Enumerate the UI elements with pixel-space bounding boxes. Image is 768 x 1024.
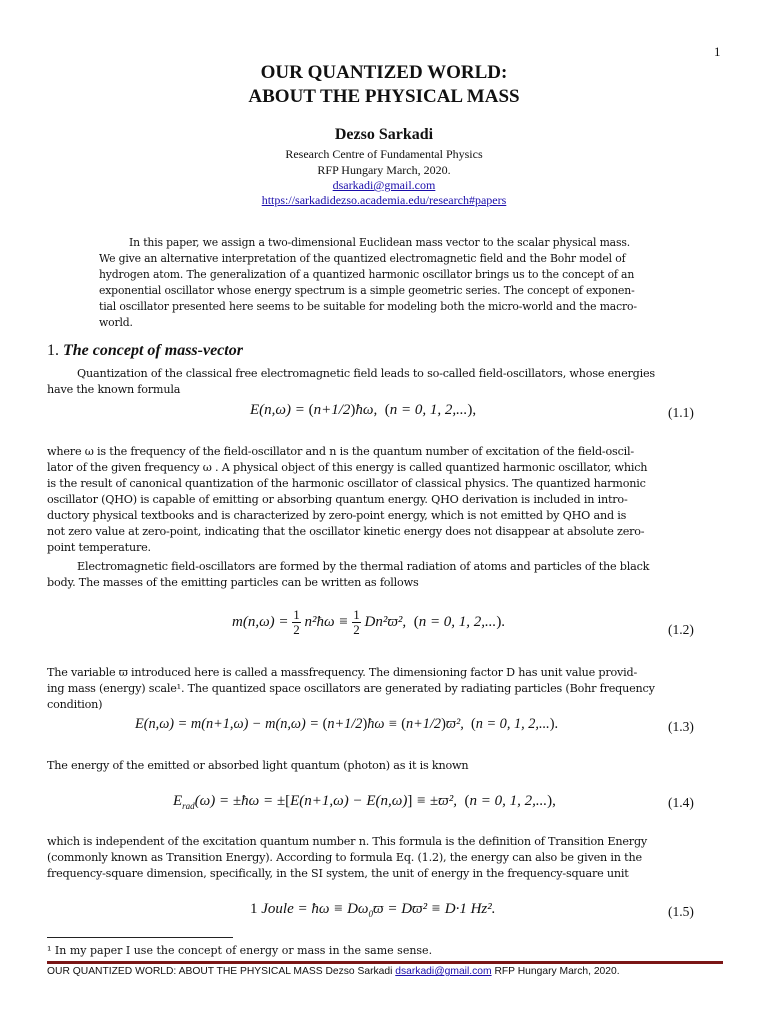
paragraph-line: lator of the given frequency ω . A physical object of this energy is called quantized harmonic oscillator, which bbox=[47, 461, 648, 474]
equation-label: (1.1) bbox=[668, 405, 694, 420]
page-number: 1 bbox=[714, 44, 721, 59]
abstract-line: We give an alternative interpretation of the quantized electromagnetic field and the Bohr model of bbox=[99, 252, 626, 265]
abstract-line: tial oscillator presented here seems to be suitable for modeling both the micro-world and the macro- bbox=[99, 300, 637, 313]
abstract bbox=[99, 235, 669, 331]
paragraph-line: The variable ϖ introduced here is called a massfrequency. The dimensioning factor D has unit value provid- bbox=[47, 666, 638, 679]
paragraph-line: condition) bbox=[47, 698, 103, 711]
paragraph-line: not zero value at zero-point, indicating that the oscillator kinetic energy does not disappear at absolute zero- bbox=[47, 525, 645, 538]
paragraph-4 bbox=[47, 665, 722, 713]
location-date: RFP Hungary March, 2020. bbox=[317, 163, 451, 177]
paragraph-line: point temperature. bbox=[47, 541, 151, 554]
equation-label: (1.2) bbox=[668, 622, 694, 637]
page-footer bbox=[47, 966, 620, 977]
equation-label: (1.3) bbox=[668, 719, 694, 734]
paragraph-3 bbox=[47, 559, 722, 591]
section-number: 1. bbox=[47, 342, 59, 359]
footer-email-link[interactable]: dsarkadi@gmail.com bbox=[395, 966, 492, 977]
paragraph-line: is the result of canonical quantization of the harmonic oscillator of classical physics. The quantized harmonic bbox=[47, 477, 646, 490]
abstract-line: exponential oscillator whose energy spectrum is a simple geometric series. The concept of exponen- bbox=[99, 284, 635, 297]
paper-title-line1: OUR QUANTIZED WORLD: bbox=[260, 62, 508, 83]
equation-label: (1.5) bbox=[668, 904, 694, 919]
academia-url-link[interactable]: https://sarkadidezso.academia.edu/research#papers bbox=[261, 193, 507, 207]
footer-text: OUR QUANTIZED WORLD: ABOUT THE PHYSICAL MASS Dezso Sarkadi bbox=[47, 966, 393, 977]
paragraph-line: body. The masses of the emitting particles can be written as follows bbox=[47, 576, 419, 589]
paragraph-line: frequency-square dimension, specifically, in the SI system, the unit of energy in the frequency-square unit bbox=[47, 867, 629, 880]
paragraph-line: ductory physical textbooks and is characterized by zero-point energy, which is not emitted by QHO and is bbox=[47, 509, 627, 522]
paragraph-line: Quantization of the classical free electromagnetic field leads to so-called field-oscillators, whose energies bbox=[77, 367, 655, 380]
footer-divider bbox=[47, 961, 723, 964]
paragraph-line: where ω is the frequency of the field-oscillator and n is the quantum number of excitation of the field-oscil- bbox=[47, 445, 634, 458]
equation-label: (1.4) bbox=[668, 795, 694, 810]
paragraph-line: have the known formula bbox=[47, 383, 181, 396]
paragraph-2 bbox=[47, 444, 722, 556]
footnote-divider bbox=[47, 937, 233, 938]
paragraph-1 bbox=[47, 366, 722, 398]
paragraph-line: oscillator (QHO) is capable of emitting or absorbing quantum energy. QHO derivation is included in intro- bbox=[47, 493, 628, 506]
abstract-line: world. bbox=[99, 316, 133, 329]
equation-1-3: E(n,ω) = m(n+1,ω) − m(n,ω) = (n+1/2)ħω ≡ (n+1/2)ϖ², (n = 0, 1, 2,...). bbox=[135, 716, 559, 732]
paragraph-line: ing mass (energy) scale¹. The quantized space oscillators are generated by radiating particles (Bohr frequency bbox=[47, 682, 655, 695]
equation-1-5: 1 Joule = ħω ≡ $D\omega_0ϖ = Dϖ^2 \equiv D\cdot 1$ Hz². bbox=[250, 901, 496, 919]
equation-1-4: $E_{rad}(\omega)$ = ±ħω = ±[E(n+1,ω) − E(n,ω)] ≡ ±ϖ², (n = 0, 1, 2,...), bbox=[173, 793, 556, 811]
footer-tail: RFP Hungary March, 2020. bbox=[494, 966, 620, 977]
author-email-link[interactable]: dsarkadi@gmail.com bbox=[332, 178, 436, 192]
equation-1-1: E(n,ω) = (n+1/2)ħω, (n = 0, 1, 2,...), bbox=[250, 402, 477, 418]
abstract-line: In this paper, we assign a two-dimensional Euclidean mass vector to the scalar physical mass. bbox=[129, 236, 631, 249]
section-heading bbox=[47, 342, 243, 360]
section-title: The concept of mass-vector bbox=[63, 342, 243, 359]
footnote: ¹ In my paper I use the concept of energy or mass in the same sense. bbox=[47, 944, 433, 957]
author-name: Dezso Sarkadi bbox=[334, 126, 434, 143]
paragraph-6 bbox=[47, 834, 722, 882]
paragraph-line: Electromagnetic field-oscillators are formed by the thermal radiation of atoms and particles of the black bbox=[77, 560, 650, 573]
abstract-line: hydrogen atom. The generalization of a quantized harmonic oscillator brings us to the concept of an bbox=[99, 268, 635, 281]
equation-1-2: m(n,ω) = $\frac{1}{2}$ n²ħω ≡ $\frac{1}{2}$ Dn²ϖ², (n = 0, 1, 2,...). bbox=[232, 607, 506, 637]
paragraph-line: which is independent of the excitation quantum number n. This formula is the definition of Transition Energy bbox=[47, 835, 648, 848]
paragraph-5: The energy of the emitted or absorbed light quantum (photon) as it is known bbox=[47, 759, 469, 772]
paper-title-line2: ABOUT THE PHYSICAL MASS bbox=[248, 86, 520, 107]
paragraph-line: (commonly known as Transition Energy). According to formula Eq. (1.2), the energy can also be given in the bbox=[47, 851, 642, 864]
affiliation: Research Centre of Fundamental Physics bbox=[285, 147, 483, 161]
